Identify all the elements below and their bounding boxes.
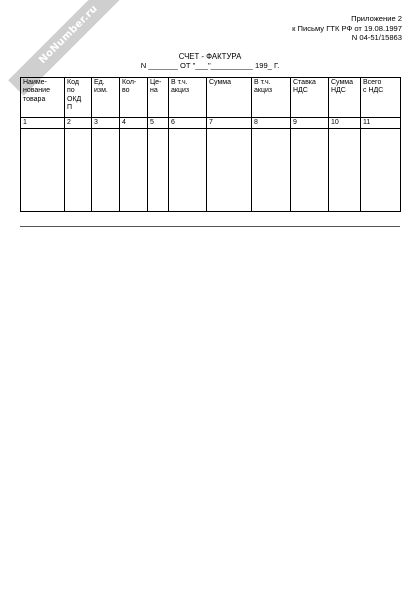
- column-header: Всего с НДС: [361, 78, 401, 118]
- column-header: Сумма: [207, 78, 252, 118]
- column-number: 9: [291, 118, 329, 129]
- column-header: Сумма НДС: [329, 78, 361, 118]
- column-header: В т.ч. акциз: [252, 78, 291, 118]
- document-title: СЧЕТ - ФАКТУРА: [178, 52, 242, 61]
- column-number: 6: [169, 118, 207, 129]
- column-number: 2: [65, 118, 92, 129]
- table-cell: [92, 129, 120, 212]
- column-number: 8: [252, 118, 291, 129]
- horizontal-rule: [20, 226, 400, 227]
- table-cell: [120, 129, 148, 212]
- column-number: 4: [120, 118, 148, 129]
- watermark: NoNumber.ru: [8, 0, 130, 96]
- column-header: Наиме- нование товара: [21, 78, 65, 118]
- table-cell: [169, 129, 207, 212]
- column-number: 1: [21, 118, 65, 129]
- invoice-table: [20, 77, 401, 212]
- appendix-line: N 04-51/15863: [351, 33, 402, 43]
- table-body-row: [21, 129, 401, 212]
- table-cell: [361, 129, 401, 212]
- table-cell: [329, 129, 361, 212]
- document-number-line: N _______ ОТ "___"__________ 199_ Г.: [140, 61, 280, 70]
- table-cell: [291, 129, 329, 212]
- table-cell: [65, 129, 92, 212]
- column-number: 3: [92, 118, 120, 129]
- column-header: В т.ч. акциз: [169, 78, 207, 118]
- column-number: 5: [148, 118, 169, 129]
- column-header: Це- на: [148, 78, 169, 118]
- table-cell: [21, 129, 65, 212]
- column-header: Кол- во: [120, 78, 148, 118]
- table-cell: [252, 129, 291, 212]
- table-cell: [148, 129, 169, 212]
- appendix-note: [292, 14, 402, 43]
- column-number: 7: [207, 118, 252, 129]
- appendix-line: Приложение 2: [351, 14, 402, 23]
- column-number-row: [21, 118, 401, 129]
- table-header-row: [21, 78, 401, 118]
- column-header: Ставка НДС: [291, 78, 329, 118]
- appendix-line: к Письму ГТК РФ от 19.08.1997: [292, 23, 402, 33]
- table-cell: [207, 129, 252, 212]
- column-number: 10: [329, 118, 361, 129]
- column-header: Код по ОКД П: [65, 78, 92, 118]
- column-header: Ед. изм.: [92, 78, 120, 118]
- column-number: 11: [361, 118, 401, 129]
